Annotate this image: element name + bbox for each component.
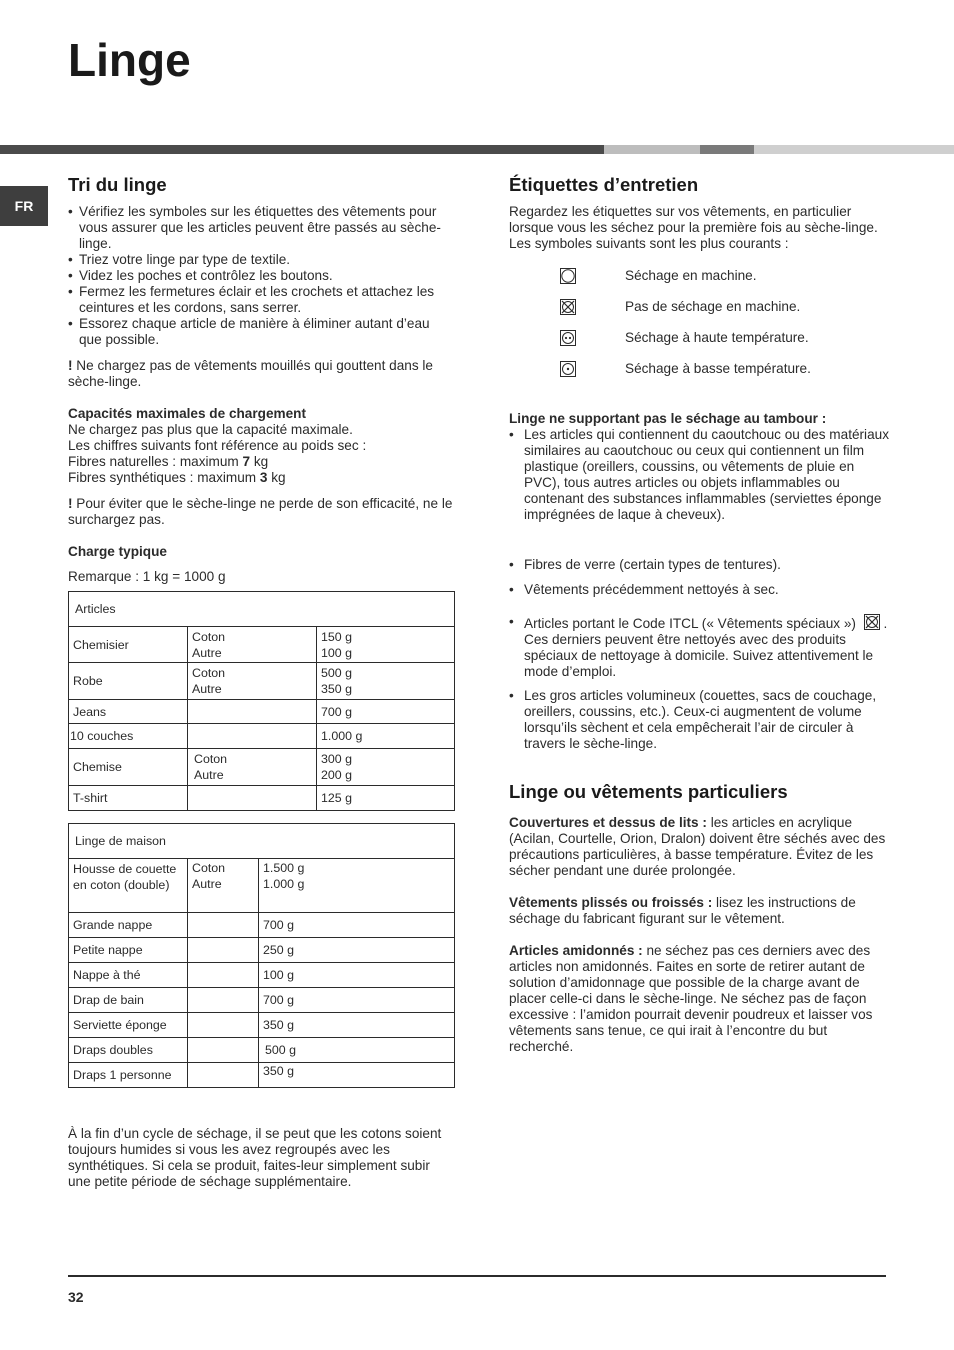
symbol-label: Séchage à basse température. [625, 360, 811, 376]
weight-cell [317, 700, 455, 724]
item-cell: 10 couches [69, 724, 188, 749]
weight-value: 100 g [321, 645, 353, 660]
header-bar-mid [700, 145, 754, 154]
warning-overload [68, 496, 456, 528]
item-cell: Chemise [69, 749, 188, 786]
table-row [69, 1063, 455, 1088]
header-bar-dark [0, 145, 604, 154]
list-item: • Fermez les fermetures éclair et les crochets et attachez les ceintures et les cordons, sans serrer. [68, 284, 456, 316]
fabric-cell [188, 1013, 259, 1038]
fabric-value: Autre [192, 645, 222, 660]
fabric-value: Autre [192, 877, 222, 891]
sorting-heading: Tri du linge [68, 174, 167, 195]
articles-table [68, 591, 455, 811]
capacity-unit: kg [250, 454, 269, 469]
weight-value: 1.000 g [263, 877, 305, 891]
care-symbol-row [509, 260, 889, 291]
typical-load-heading: Charge typique [68, 544, 167, 559]
footer-divider [68, 1275, 886, 1277]
capacity-label: Fibres synthétiques : maximum [68, 470, 260, 485]
table-row [69, 988, 455, 1013]
table-header: Linge de maison [69, 824, 455, 859]
capacity-label: Fibres naturelles : maximum [68, 454, 243, 469]
weight-value: 300 g [321, 752, 353, 766]
blankets-label: Couvertures et dessus de lits : [509, 815, 707, 830]
symbol-cell [509, 361, 625, 377]
fabric-cell [188, 700, 317, 724]
weight-cell: 350 g [259, 1063, 455, 1088]
starched-text: ne séchez pas ces derniers avec des articles non amidonnés. Faites en sorte de retirer autant de solution d’amidonnage que possible de la charge avant de placer celle-ci dans le sèche-linge. Ne séchez pas de façon excessive : l’amidon pourrait devenir poudreux et laisser vos vêtements sans tenue, ce qui irait à l’encontre du but recherché. [509, 943, 873, 1054]
fabric-cell [188, 913, 259, 938]
no-tumble-dry-icon [560, 299, 576, 315]
unsuitable-list [509, 427, 889, 752]
fabric-value: Coton [192, 629, 226, 644]
tumble-dry-icon [560, 268, 576, 284]
weight-value: 125 g [321, 791, 353, 805]
weight-value: 700 g [321, 704, 353, 719]
table-row [69, 1038, 455, 1063]
weight-value: 1.000 g [321, 729, 363, 743]
symbol-cell [509, 299, 625, 315]
care-symbol-row [509, 322, 889, 353]
fabric-cell [188, 663, 317, 700]
care-symbol-row [509, 353, 889, 384]
weight-cell [317, 627, 455, 663]
table-row [69, 938, 455, 963]
list-item [509, 614, 889, 680]
capacity-unit: kg [267, 470, 286, 485]
weight-cell [317, 724, 455, 749]
natural-fibres-capacity [68, 454, 456, 470]
care-symbols-list [509, 260, 889, 384]
capacity-heading: Capacités maximales de chargement [68, 406, 307, 421]
fabric-cell [188, 1063, 259, 1088]
weight-cell [317, 786, 455, 811]
left-column [68, 174, 456, 1190]
symbol-label: Pas de séchage en machine. [625, 298, 801, 314]
weight-cell: 500 g [259, 1038, 455, 1063]
table-row [69, 627, 455, 663]
weight-cell: 700 g [259, 988, 455, 1013]
blankets-paragraph [509, 815, 889, 879]
table-header: Articles [69, 592, 455, 627]
list-item: • Essorez chaque article de manière à éliminer autant d’eau que possible. [68, 316, 456, 348]
synthetic-fibres-capacity [68, 470, 456, 486]
item-cell: Petite nappe [69, 938, 188, 963]
fabric-cell [188, 786, 317, 811]
list-item: • Fibres de verre (certain types de tentures). [509, 557, 889, 573]
warning-text: Pour éviter que le sèche-linge ne perde de son efficacité, ne le surchargez pas. [68, 496, 453, 527]
weight-note: Remarque : 1 kg = 1000 g [68, 569, 226, 584]
weight-cell [317, 663, 455, 700]
fabric-value: Autre [194, 768, 224, 782]
list-item: • Vérifiez les symboles sur les étiquettes des vêtements pour vous assurer que les articles peuvent être passés au sèche-linge. [68, 204, 456, 252]
weight-value: 350 g [321, 682, 353, 696]
weight-cell [259, 859, 455, 913]
pleated-paragraph [509, 895, 889, 927]
warning-mark: ! [68, 496, 73, 511]
sorting-list [68, 204, 456, 348]
weight-value: 200 g [321, 768, 353, 782]
care-labels-intro: Regardez les étiquettes sur vos vêtements, en particulier lorsque vous les séchez pour la première fois au sèche-linge. Les symboles suivants sont les plus courants : [509, 204, 878, 251]
symbol-cell [509, 330, 625, 346]
language-tab: FR [0, 186, 48, 226]
table-row [69, 913, 455, 938]
warning-mark: ! [68, 358, 73, 373]
care-symbol-row [509, 291, 889, 322]
fabric-cell [188, 724, 317, 749]
item-cell: Drap de bain [69, 988, 188, 1013]
table-row [69, 724, 455, 749]
weight-cell: 100 g [259, 963, 455, 988]
itcl-text: Articles portant le Code ITCL (« Vêtements spéciaux ») [524, 616, 856, 631]
item-cell: Grande nappe [69, 913, 188, 938]
fabric-cell [188, 859, 259, 913]
fabric-cell [188, 749, 317, 786]
weight-cell [317, 749, 455, 786]
right-column [509, 174, 889, 1055]
weight-cell: 350 g [259, 1013, 455, 1038]
item-cell [69, 859, 188, 913]
itcl-text: . Ces derniers peuvent être nettoyés avec des produits spéciaux de nettoyage à domicile. Suivez attentivement le mode d’emploi. [524, 616, 888, 679]
item-cell: Draps 1 personne [69, 1063, 188, 1088]
fabric-value: Autre [192, 682, 222, 696]
blankets-text: les articles en acrylique (Acilan, Courtelle, Orion, Dralon) doivent être séchés avec des précautions particulières, à basse température. Évitez de les sécher pendant une durée prolongée. [509, 815, 886, 878]
care-labels-heading: Étiquettes d’entretien [509, 174, 699, 195]
symbol-cell [509, 268, 625, 284]
item-cell: Chemisier [69, 627, 188, 663]
table-row [69, 700, 455, 724]
weight-cell: 250 g [259, 938, 455, 963]
tumble-dry-high-icon [560, 330, 576, 346]
weight-cell: 700 g [259, 913, 455, 938]
item-cell: Robe [69, 663, 188, 700]
household-linen-table [68, 823, 455, 1088]
list-item: • Vêtements précédemment nettoyés à sec. [509, 582, 889, 598]
item-cell: Jeans [69, 700, 188, 724]
tumble-dry-low-icon [560, 361, 576, 377]
fabric-value: Coton [192, 666, 226, 680]
item-cell: Serviette éponge [69, 1013, 188, 1038]
table-row [69, 663, 455, 700]
page-title: Linge [68, 34, 191, 86]
weight-value: 500 g [321, 666, 353, 680]
table-row [69, 749, 455, 786]
pleated-text: lisez les instructions de séchage du fabricant figurant sur le vêtement. [509, 895, 856, 926]
pleated-label: Vêtements plissés ou froissés : [509, 895, 713, 910]
starched-label: Articles amidonnés : [509, 943, 643, 958]
final-drying-note: À la fin d’un cycle de séchage, il se peut que les cotons soient toujours humides si vous les avez regroupés avec les synthétiques. Si cela se produit, faites-leur simplement subir une petite période de séchage supplémentaire. [68, 1126, 442, 1189]
list-item: • Videz les poches et contrôlez les boutons. [68, 268, 456, 284]
header-bar-pale [754, 145, 954, 154]
symbol-label: Séchage en machine. [625, 267, 757, 283]
item-value: Housse de couette [73, 862, 177, 876]
symbol-label: Séchage à haute température. [625, 329, 809, 345]
special-items-heading: Linge ou vêtements particuliers [509, 781, 788, 802]
unsuitable-heading: Linge ne supportant pas le séchage au tambour : [509, 411, 827, 426]
capacity-value: 7 [242, 454, 251, 469]
item-cell: T-shirt [69, 786, 188, 811]
item-cell: Draps doubles [69, 1038, 188, 1063]
capacity-line: Les chiffres suivants font référence au poids sec : [68, 438, 367, 453]
capacity-value: 3 [259, 470, 268, 485]
fabric-cell [188, 627, 317, 663]
list-item: • Les articles qui contiennent du caoutchouc ou des matériaux similaires au caoutchouc ou ceux qui contiennent un film plastique (oreillers, coussins, ou vêtements de pluie en PVC), tous autres articles ou objets inflammables ou contenant des substances inflammables (serviettes éponge imprégnées de laque à cheveux). [509, 427, 889, 523]
page-number: 32 [68, 1289, 84, 1305]
header-bar-light [604, 145, 700, 154]
table-row [69, 963, 455, 988]
fabric-cell [188, 963, 259, 988]
starched-paragraph [509, 943, 889, 1055]
no-tumble-dry-icon [864, 614, 880, 630]
item-value: en coton (double) [73, 878, 170, 892]
list-item: • Les gros articles volumineux (couettes, sacs de couchage, oreillers, coussins, etc.). Ceux-ci augmentent de volume lorsqu’ils sèchent et cela empêcherait l’air de circuler à travers le sèche-linge. [509, 688, 889, 752]
fabric-value: Coton [194, 752, 228, 766]
fabric-cell [188, 1038, 259, 1063]
fabric-cell [188, 988, 259, 1013]
fabric-cell [188, 938, 259, 963]
item-cell: Nappe à thé [69, 963, 188, 988]
warning-text: Ne chargez pas de vêtements mouillés qui gouttent dans le sèche-linge. [68, 358, 433, 389]
capacity-line: Ne chargez pas plus que la capacité maximale. [68, 422, 353, 437]
table-row [69, 859, 455, 913]
weight-value: 150 g [321, 629, 353, 644]
table-row [69, 786, 455, 811]
weight-value: 1.500 g [263, 861, 305, 875]
fabric-value: Coton [192, 861, 226, 875]
table-row [69, 1013, 455, 1038]
list-item: • Triez votre linge par type de textile. [68, 252, 456, 268]
warning-wet-clothes [68, 358, 456, 390]
